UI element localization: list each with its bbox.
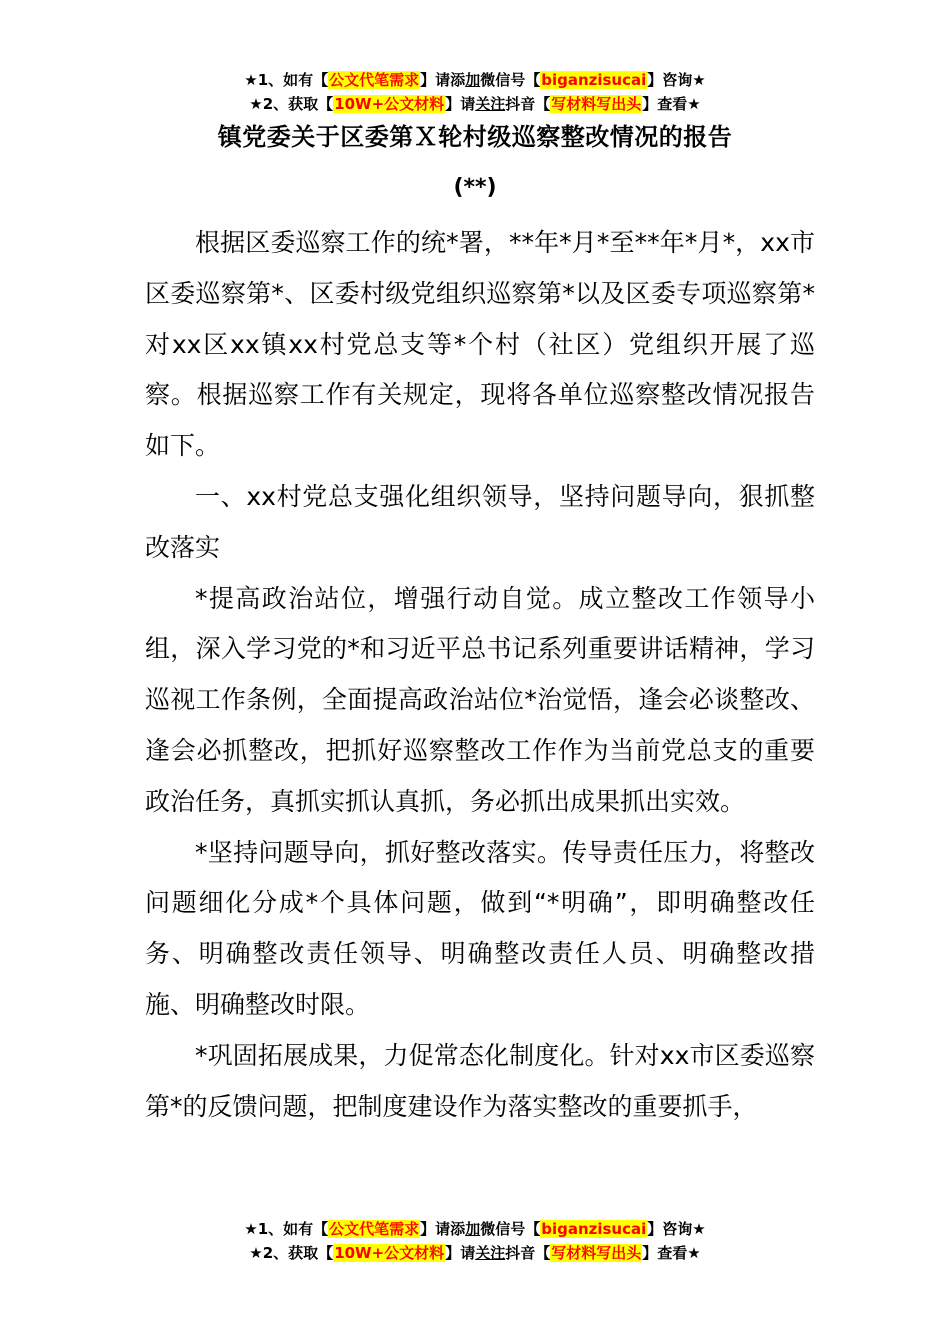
banner-underline: 加	[465, 71, 481, 89]
banner-line-2	[0, 92, 950, 116]
banner-highlight: 公文代笔需求	[329, 1220, 420, 1238]
banner-highlight: 写材料写出头	[551, 95, 642, 113]
section-heading: 一、xx村党总支强化组织领导，坚持问题导向，狠抓整改落实	[145, 481, 815, 562]
banner-text: 微信号【	[480, 71, 541, 89]
banner-text: 】请添	[420, 71, 466, 89]
banner-underline: 加	[465, 1220, 481, 1238]
paragraph: *巩固拓展成果，力促常态化制度化。针对xx市区委巡察第*的反馈问题，把制度建设作为落实整改的重要抓手，	[145, 1040, 815, 1121]
paragraph: *提高政治站位，增强行动自觉。成立整改工作领导小组，深入学习党的*和习近平总书记系列重要讲话精神，学习巡视工作条例，全面提高政治站位*治觉悟，逢会必谈整改、逢会必抓整改，把抓好巡察整改工作作为当前党总支的重要政治任务，真抓实抓认真抓，务必抓出成果抓出实效。	[145, 583, 815, 816]
banner-text: 抖音【	[505, 95, 551, 113]
banner-highlight: biganzisucai	[541, 71, 647, 89]
header-banner	[0, 68, 950, 116]
document-title: 镇党委关于区委第Ｘ轮村级巡察整改情况的报告	[217, 123, 733, 151]
footer-banner	[0, 1217, 950, 1265]
banner-underline: 关注	[475, 1244, 506, 1262]
banner-line-1	[0, 1217, 950, 1241]
banner-text: 微信号【	[480, 1220, 541, 1238]
document-body	[145, 218, 815, 1132]
paragraph: 根据区委巡察工作的统*署，**年*月*至**年*月*，xx市区委巡察第*、区委村级党组织巡察第*以及区委专项巡察第*对xx区xx镇xx村党总支等*个村（社区）党组织开展了巡察。根据巡察工作有关规定，现将各单位巡察整改情况报告如下。	[145, 228, 815, 461]
banner-underline: 关注	[475, 95, 506, 113]
banner-line-2	[0, 1241, 950, 1265]
banner-highlight: 写材料写出头	[551, 1244, 642, 1262]
banner-text: 】请	[445, 1244, 476, 1262]
banner-highlight: biganzisucai	[541, 1220, 647, 1238]
banner-highlight: 公文代笔需求	[329, 71, 420, 89]
banner-text: 】请添	[420, 1220, 466, 1238]
document-subtitle: (**)	[453, 175, 497, 200]
paragraph: *坚持问题导向，抓好整改落实。传导责任压力，将整改问题细化分成*个具体问题，做到“*明确”，即明确整改任务、明确整改责任领导、明确整改责任人员、明确整改措施、明确整改时限。	[145, 837, 815, 1019]
banner-text: 抖音【	[505, 1244, 551, 1262]
banner-text: 】查看★	[642, 1244, 701, 1262]
banner-text: 】咨询★	[647, 1220, 706, 1238]
banner-text: 】请	[445, 95, 476, 113]
banner-text: ★1、如有【	[244, 71, 329, 89]
banner-text: 】查看★	[642, 95, 701, 113]
banner-line-1	[0, 68, 950, 92]
banner-highlight: 10W+公文材料	[334, 1244, 445, 1262]
banner-text: ★1、如有【	[244, 1220, 329, 1238]
banner-highlight: 10W+公文材料	[334, 95, 445, 113]
banner-text: ★2、获取【	[249, 1244, 334, 1262]
banner-text: ★2、获取【	[249, 95, 334, 113]
banner-text: 】咨询★	[647, 71, 706, 89]
